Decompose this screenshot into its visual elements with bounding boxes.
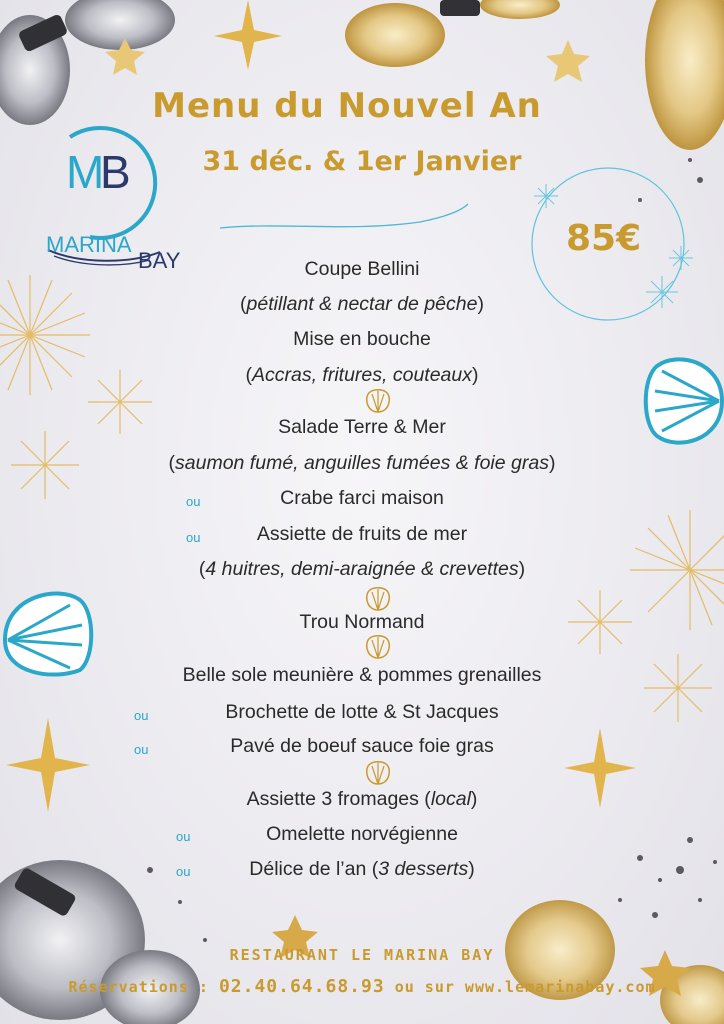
course-amuse-bouche-detail-text: Accras, fritures, couteaux <box>251 364 472 386</box>
course-bellini: Coupe Bellini <box>304 258 420 280</box>
ou-label: ou <box>186 530 201 545</box>
reservation-line <box>0 976 724 997</box>
ou-label: ou <box>176 829 191 844</box>
shell-divider-icon <box>362 760 394 786</box>
delice-text: Délice de l’an ( <box>249 858 379 880</box>
shell-divider-icon <box>362 388 394 414</box>
menu-price: 85€ <box>566 218 642 259</box>
logo-name-marina: MARINA <box>46 232 132 257</box>
course-trou-normand: Trou Normand <box>299 611 425 633</box>
course-fruits-de-mer: Assiette de fruits de mer <box>256 523 468 545</box>
course-amuse-bouche: Mise en bouche <box>293 328 431 350</box>
ou-label: ou <box>134 742 149 757</box>
course-fruits-de-mer-detail: (4 huitres, demi-araignée & crevettes) <box>198 558 526 580</box>
reservation-label: Réservations : <box>68 978 219 996</box>
menu-dates: 31 déc. & 1er Janvier <box>202 146 522 177</box>
swirl-divider <box>220 204 468 228</box>
or-on-text: ou sur <box>384 978 465 996</box>
logo-letter-m: M <box>66 146 105 198</box>
logo-name-bay: BAY <box>138 248 181 272</box>
course-fruits-de-mer-detail-text: 4 huitres, demi-araignée & crevettes <box>205 558 519 580</box>
fromages-text: Assiette 3 fromages ( <box>246 788 431 810</box>
course-fromages <box>0 788 724 811</box>
course-sole: Belle sole meunière & pommes grenailles <box>182 664 542 686</box>
course-bellini-detail: (pétillant & nectar de pêche) <box>240 293 484 315</box>
restaurant-name: RESTAURANT LE MARINA BAY <box>229 946 495 964</box>
course-salade-detail: (saumon fumé, anguilles fumées & foie gras) <box>168 452 556 474</box>
logo-letter-b: B <box>100 146 131 198</box>
course-salade-detail-text: saumon fumé, anguilles fumées & foie gras <box>175 452 549 474</box>
gold-ribbon-top-right <box>345 0 724 150</box>
ou-label: ou <box>176 864 191 879</box>
shell-divider-icon <box>362 586 394 612</box>
delice-close: ) <box>468 858 475 880</box>
course-pave: Pavé de boeuf sauce foie gras <box>230 735 494 757</box>
fromages-close: ) <box>470 788 478 810</box>
ou-label: ou <box>134 708 149 723</box>
seashell-right-decor <box>637 346 724 456</box>
ou-label: ou <box>186 494 201 509</box>
course-brochette: Brochette de lotte & St Jacques <box>225 701 499 723</box>
course-amuse-bouche-detail: (Accras, fritures, couteaux) <box>245 364 479 386</box>
course-salade: Salade Terre & Mer <box>278 416 446 438</box>
silver-ribbon-bottom-left <box>0 860 200 1024</box>
fromages-italic: local <box>430 788 471 810</box>
delice-italic: 3 desserts <box>378 858 469 880</box>
phone-number[interactable]: 02.40.64.68.93 <box>218 976 385 997</box>
course-crabe: Crabe farci maison <box>280 487 444 509</box>
shell-divider-icon <box>362 634 394 660</box>
website-link[interactable]: www.lemarinabay.com <box>464 978 656 996</box>
menu-title: Menu du Nouvel An <box>152 86 542 126</box>
course-omelette: Omelette norvégienne <box>266 823 458 845</box>
course-bellini-detail-text: pétillant & nectar de pêche <box>246 293 478 315</box>
course-delice <box>0 858 724 881</box>
